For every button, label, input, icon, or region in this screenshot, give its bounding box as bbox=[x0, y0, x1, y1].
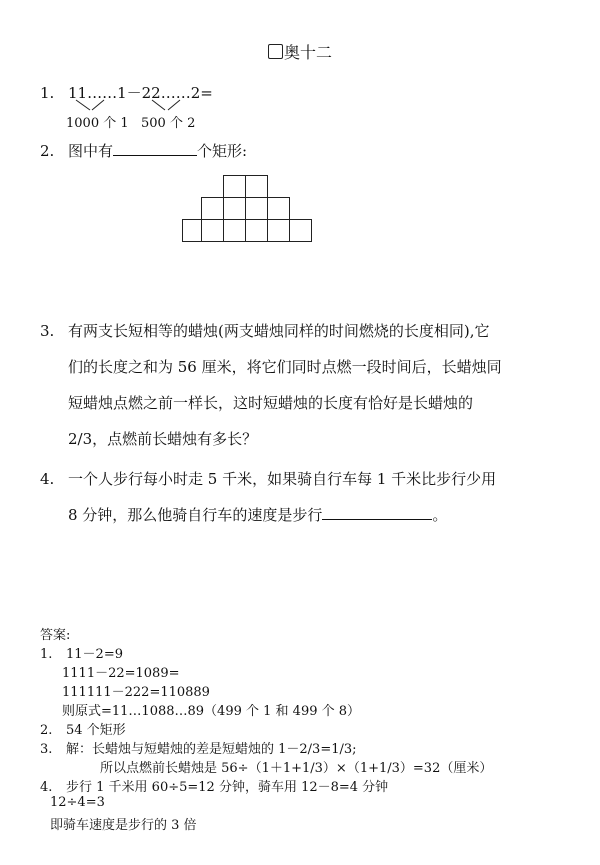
question-3-line-1 bbox=[40, 320, 489, 341]
grid-cell bbox=[246, 198, 268, 220]
answer-3-text-1: 解：长蜡烛与短蜡烛的差是短蜡烛的 1－2/3=1/3; bbox=[66, 742, 357, 757]
rectangle-grid-figure bbox=[182, 175, 422, 271]
grid-cell bbox=[224, 176, 246, 198]
answer-4-line-2: 12÷4=3 bbox=[50, 795, 105, 810]
question-4-blank[interactable] bbox=[322, 519, 432, 520]
question-2-suffix: 个矩形: bbox=[197, 142, 248, 160]
answer-1-text-1: 11－2=9 bbox=[66, 647, 123, 662]
grid-cell bbox=[246, 176, 268, 198]
answer-4-number: 4. bbox=[40, 780, 53, 795]
brace-line-right-b bbox=[168, 100, 180, 110]
question-2-prefix: 图中有 bbox=[68, 142, 114, 160]
question-4-text-2: 8 分钟，那么他骑自行车的速度是步行 bbox=[68, 506, 323, 524]
grid-cell bbox=[246, 220, 268, 242]
answer-4-line-3: 即骑车速度是步行的 3 倍 bbox=[50, 818, 197, 833]
question-3-text-1: 有两支长短相等的蜡烛(两支蜡烛同样的时间燃烧的长度相同),它 bbox=[68, 322, 490, 340]
grid-cell bbox=[202, 198, 224, 220]
question-2 bbox=[40, 140, 247, 161]
question-3-line-2: 们的长度之和为 56 厘米，将它们同时点燃一段时间后，长蜡烛同 bbox=[68, 358, 502, 376]
answer-2-number: 2. bbox=[40, 723, 53, 738]
answer-2 bbox=[40, 719, 126, 738]
question-4-period: 。 bbox=[432, 506, 448, 524]
answer-1-line-4: 则原式=11…1088…89（499 个 1 和 499 个 8） bbox=[62, 704, 361, 719]
answer-3-line-2: 所以点燃前长蜡烛是 56÷（1＋1+1/3）×（1+1/3）=32（厘米） bbox=[100, 761, 493, 776]
brace-line-left-a bbox=[76, 100, 90, 110]
answers-heading: 答案: bbox=[40, 628, 71, 643]
question-4-text-1: 一个人步行每小时走 5 千米，如果骑自行车每 1 千米比步行少用 bbox=[68, 470, 497, 488]
answer-1-number: 1. bbox=[40, 647, 53, 662]
note-1000-ones: 1000 个 1 bbox=[66, 116, 129, 131]
note-500-twos: 500 个 2 bbox=[141, 116, 196, 131]
title-text: 奥十二 bbox=[283, 43, 332, 62]
answer-4-text-1: 步行 1 千米用 60÷5=12 分钟，骑车用 12－8=4 分钟 bbox=[66, 780, 389, 795]
grid-cell bbox=[224, 198, 246, 220]
brace-line-right-a bbox=[152, 100, 165, 110]
question-1-number: 1. bbox=[40, 84, 55, 102]
answer-1-line-3: 111111－222=110889 bbox=[62, 685, 210, 700]
grid-cell bbox=[202, 220, 224, 242]
question-3-number: 3. bbox=[40, 322, 55, 340]
question-2-number: 2. bbox=[40, 142, 55, 160]
answer-3-line-1 bbox=[40, 738, 357, 757]
question-3-line-3: 短蜡烛点燃之前一样长，这时短蜡烛的长度有恰好是长蜡烛的 bbox=[68, 394, 474, 412]
grid-cell bbox=[183, 220, 202, 242]
question-4-line-1 bbox=[40, 468, 496, 489]
brace-line-left-b bbox=[92, 100, 104, 110]
answer-2-text: 54 个矩形 bbox=[66, 723, 126, 738]
question-2-blank[interactable] bbox=[113, 155, 197, 156]
answer-1-line-2: 1111－22=1089= bbox=[62, 666, 180, 681]
question-3-line-4: 2/3，点燃前长蜡烛有多长？ bbox=[68, 430, 258, 448]
question-4-line-2 bbox=[68, 504, 447, 525]
question-4-number: 4. bbox=[40, 470, 55, 488]
answer-3-number: 3. bbox=[40, 742, 53, 757]
answer-1-line-1 bbox=[40, 643, 123, 662]
grid-cell bbox=[224, 220, 246, 242]
grid-cell bbox=[268, 198, 290, 220]
answer-4-line-1 bbox=[40, 776, 388, 795]
grid-cell bbox=[268, 220, 290, 242]
question-1-expression: 11……1－22……2= bbox=[68, 84, 213, 102]
grid-cell bbox=[290, 220, 312, 242]
